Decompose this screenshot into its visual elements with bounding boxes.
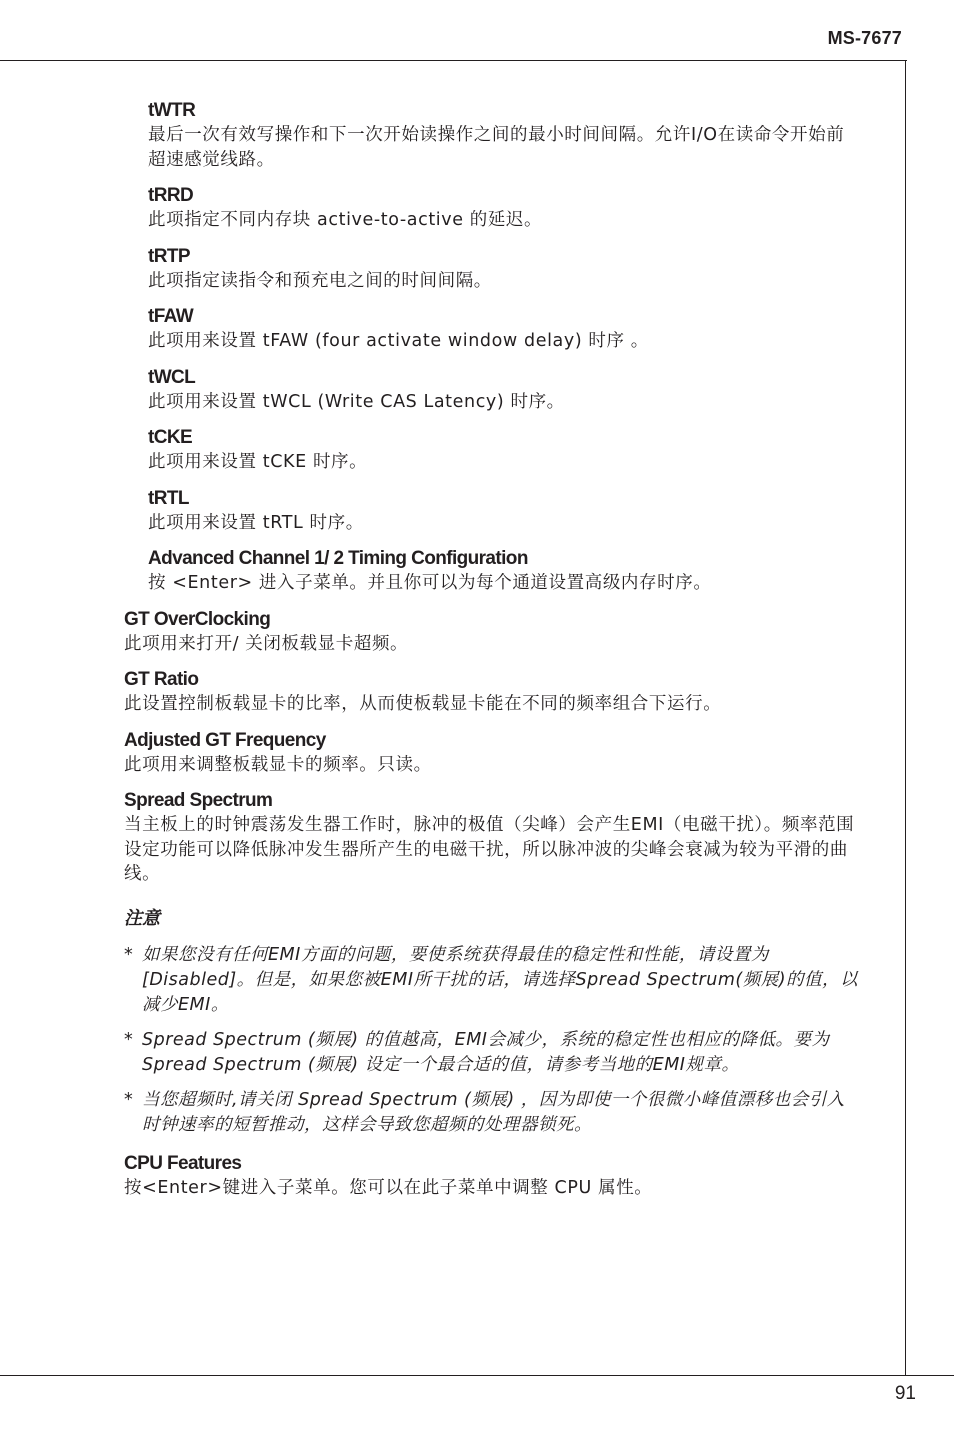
bullet-marker: * xyxy=(124,944,134,965)
item-label: Advanced Channel 1/ 2 Timing Configuration xyxy=(148,548,528,569)
note-bullet xyxy=(124,943,860,1018)
item-trtl xyxy=(0,487,860,536)
bullet-text: Spread Spectrum (频展) 的值越高，EMI会减少，系统的稳定性也相应的降低。要为Spread Spectrum (频展) 设定一个最合适的值，请参考当地的EMI规章。 xyxy=(142,1029,830,1075)
item-gt-ratio xyxy=(0,668,860,717)
item-gt-overclocking xyxy=(0,608,860,657)
item-cpu-features xyxy=(0,1152,860,1201)
item-desc: 最后一次有效写操作和下一次开始读操作之间的最小时间间隔。允许I/O在读命令开始前超速感觉线路。 xyxy=(148,125,845,170)
item-label: Adjusted GT Frequency xyxy=(124,729,326,751)
item-adjusted-gt-frequency xyxy=(0,729,860,778)
bottom-rule xyxy=(0,1375,954,1376)
item-desc: 当主板上的时钟震荡发生器工作时，脉冲的极值（尖峰）会产生EMI（电磁干扰）。频率范围设定功能可以降低脉冲发生器所产生的电磁干扰，所以脉冲波的尖峰会衰减为较为平滑的曲线。 xyxy=(124,815,855,884)
item-twcl xyxy=(0,366,860,415)
item-label: tWTR xyxy=(148,100,196,121)
top-rule xyxy=(0,60,907,61)
item-spread-spectrum xyxy=(0,789,860,887)
note-title: 注意 xyxy=(124,907,160,929)
item-label: tCKE xyxy=(148,427,193,448)
item-label: tRRD xyxy=(148,185,194,206)
bullet-text: 如果您没有任何EMI方面的问题，要使系统获得最佳的稳定性和性能，请设置为[Disabled]。但是，如果您被EMI所干扰的话，请选择Spread Spectrum(频展)的值，以减少EMI。 xyxy=(142,944,859,1015)
item-label: GT OverClocking xyxy=(124,608,271,630)
item-label: tWCL xyxy=(148,366,196,388)
item-desc: 此项用来设置 tWCL (Write CAS Latency) 时序。 xyxy=(148,391,565,412)
bullet-marker: * xyxy=(124,1089,134,1110)
item-label: Spread Spectrum xyxy=(124,790,273,811)
item-desc: 按<Enter>键进入子菜单。您可以在此子菜单中调整 CPU 属性。 xyxy=(124,1177,653,1198)
model-number: MS-7677 xyxy=(827,28,902,48)
item-desc: 此项用来设置 tCKE 时序。 xyxy=(148,452,368,472)
item-twtr xyxy=(0,99,860,172)
bullet-marker: * xyxy=(124,1029,134,1050)
item-label: tFAW xyxy=(148,306,194,327)
item-desc: 此项用来调整板载显卡的频率。只读。 xyxy=(124,754,432,775)
note-bullet xyxy=(124,1028,860,1078)
note-bullet xyxy=(124,1088,860,1138)
item-label: tRTP xyxy=(148,245,190,267)
item-label: tRTL xyxy=(148,487,189,509)
item-trrd xyxy=(0,184,860,233)
item-tfaw xyxy=(0,305,860,354)
item-desc: 此项指定不同内存块 active-to-active 的延迟。 xyxy=(148,210,543,230)
item-tcke xyxy=(0,426,860,475)
item-desc: 此项用来设置 tRTL 时序。 xyxy=(148,512,364,533)
item-label: CPU Features xyxy=(124,1152,242,1174)
item-desc: 此设置控制板载显卡的比率，从而使板载显卡能在不同的频率组合下运行。 xyxy=(124,694,722,714)
item-desc: 此项指定读指令和预充电之间的时间间隔。 xyxy=(148,270,492,291)
item-trtp xyxy=(0,245,860,294)
item-advanced-channel-timing xyxy=(0,547,860,596)
page-content xyxy=(0,99,860,1212)
bullet-text: 当您超频时,请关闭 Spread Spectrum (频展) ，因为即使一个很微小峰值漂移也会引入时钟速率的短暂推动，这样会导致您超频的处理器锁死。 xyxy=(142,1089,845,1135)
item-label: GT Ratio xyxy=(124,669,199,690)
note-section xyxy=(0,907,860,1138)
item-desc: 此项用来打开/ 关闭板载显卡超频。 xyxy=(124,633,409,654)
item-desc: 此项用来设置 tFAW (four activate window delay) 时序 。 xyxy=(148,331,649,351)
right-rule xyxy=(905,60,906,1376)
page-number: 91 xyxy=(894,1383,916,1404)
item-desc: 按 <Enter> 进入子菜单。并且你可以为每个通道设置高级内存时序。 xyxy=(148,573,712,593)
